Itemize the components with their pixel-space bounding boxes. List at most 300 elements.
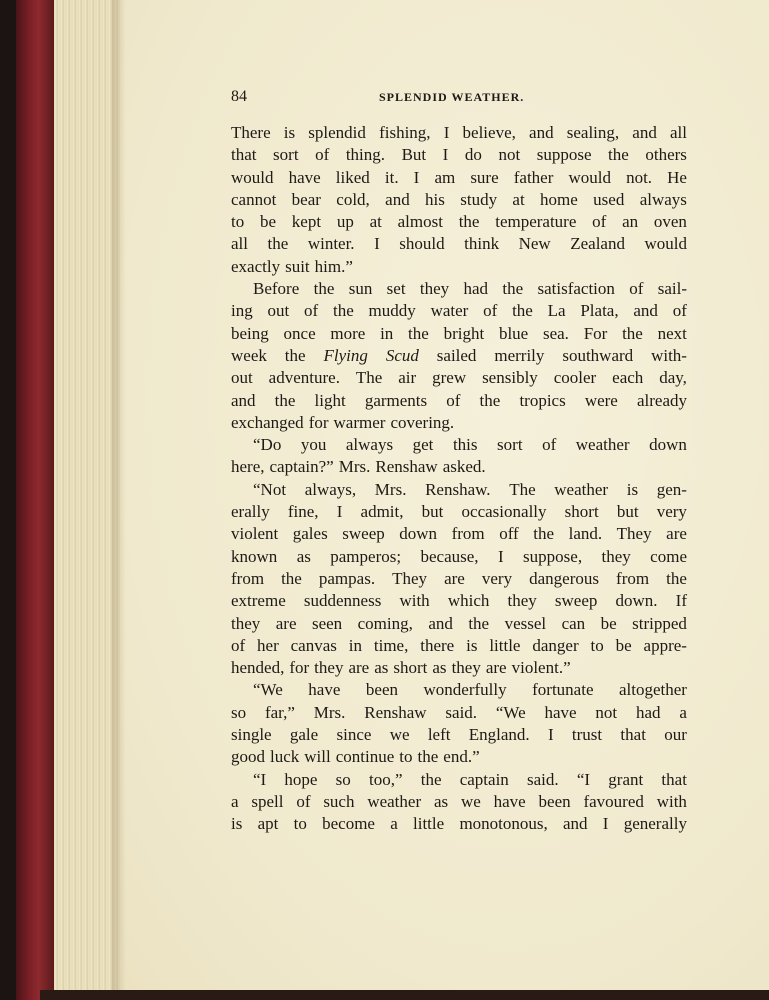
word: here, [231,457,265,477]
word: weather [575,435,630,455]
word: La [547,301,566,321]
word: the [479,390,501,410]
word: “I [576,769,591,789]
text-line [231,769,687,791]
word: set [386,279,406,299]
word: sea. [542,323,569,343]
word: pampas. [318,568,376,588]
word: so [231,702,247,722]
word: since [336,725,372,745]
text-line [231,657,687,679]
word: the [408,323,429,343]
word: single [231,725,272,745]
word: with [656,791,687,811]
word: garments [364,390,428,410]
word: for [308,412,329,432]
word: There [231,123,271,142]
word: believe, [462,123,516,142]
word: and [633,301,658,321]
word: I [602,814,609,834]
text-line [231,523,687,545]
word: is [626,479,639,499]
running-head: SPLENDID WEATHER. [379,90,525,104]
text-line [231,189,687,211]
word: fine, [287,502,319,522]
word: gale [289,725,319,745]
word: in [380,323,394,343]
word: The [509,479,536,499]
word: violent [231,524,279,544]
word: Renshaw. [425,479,491,499]
word: of [296,791,311,811]
word: wonderfully [423,680,507,700]
word: the [274,390,296,410]
word: sweep [554,591,598,611]
word: with [399,591,430,611]
word: to [293,814,307,834]
text-line [231,635,687,657]
word: think [464,234,500,254]
word: Renshaw [375,457,438,477]
word: the [468,613,490,633]
text-line [231,791,687,813]
word: they [231,613,261,633]
word: almost [397,212,443,232]
word: hope [284,769,318,789]
word: as [432,658,447,678]
word: more [330,323,366,343]
word: of [672,301,687,321]
text-line [231,256,687,278]
word: sure [470,167,499,187]
text-line [231,679,687,701]
word: captain [459,769,509,789]
word: the [284,345,306,365]
word: the [281,568,302,588]
word: They [392,568,428,588]
text-line [231,613,687,635]
word: sail- [657,279,687,299]
word: suddenness [303,591,382,611]
word: always, [304,479,357,499]
word: good [231,747,265,767]
word: have [493,791,526,811]
word: occasionally [461,502,547,522]
word: so [335,769,351,789]
text-line [231,211,687,233]
word: sweep [342,524,385,544]
word: for [289,658,310,678]
word: out [267,301,290,321]
word: of [446,390,461,410]
word: not [498,145,521,165]
word: too,” [369,769,403,789]
word: an [622,212,639,232]
word: come [650,546,687,566]
word: and [563,814,588,834]
text-line [231,412,687,434]
text-line [231,345,687,367]
word: once [283,323,316,343]
word: is [231,814,243,834]
word: the [267,234,289,254]
word: but [421,502,444,522]
word: erally [231,502,270,522]
word: Renshaw [364,702,427,722]
word: I [547,725,554,745]
word: exchanged [231,412,304,432]
text-line [231,501,687,523]
word: little [413,814,445,834]
word: the [458,212,480,232]
word: sun [348,279,373,299]
word: have [288,167,321,187]
word: New [518,234,551,254]
word: because, [420,546,479,566]
word: with- [651,345,687,365]
word: bear [291,189,321,209]
word: water [430,301,469,321]
word: to [590,635,604,655]
word: England. [468,725,530,745]
word: that [231,145,257,165]
word: already [636,390,687,410]
word: such [323,791,355,811]
word: weather [554,479,609,499]
word: thing. [345,145,386,165]
word: Mrs. [374,479,407,499]
word: the [417,747,439,767]
word: from [451,524,485,544]
word: I [413,167,420,187]
word: in [348,635,363,655]
word: fortunate [532,680,594,700]
word: that [661,769,687,789]
word: oven [653,212,687,232]
word: “We [495,702,526,722]
word: pamperos; [330,546,402,566]
word: danger [532,635,579,655]
text-line [231,590,687,612]
word: captain?” [269,457,334,477]
word: “We [253,680,283,700]
word: stripped [632,613,687,633]
word: to [399,747,413,767]
text-line [231,390,687,412]
word: Flying [323,345,368,365]
word: be [615,635,632,655]
word: down [399,524,438,544]
word: Before [253,279,300,299]
word: “I [253,769,267,789]
word: If [675,591,687,611]
text-line [231,479,687,501]
word: cold, [336,189,370,209]
word: not. [626,167,653,187]
word: study [460,189,498,209]
word: his [425,189,445,209]
word: trust [571,725,603,745]
word: her [257,635,279,655]
word: this [452,435,478,455]
word: hended, [231,658,285,678]
word: and [428,613,453,633]
word: “Not [253,479,287,499]
word: of [629,279,644,299]
text-line [231,367,687,389]
word: sort [273,145,299,165]
word: being [231,323,269,343]
word: down. [615,591,658,611]
word: others [645,145,687,165]
word: we [389,725,410,745]
word: from [616,568,650,588]
word: have [544,702,577,722]
word: sort [497,435,523,455]
word: They [616,524,652,544]
word: the [666,568,687,588]
word: suit [285,256,310,276]
word: said. [445,702,478,722]
word: sensibly [482,368,538,388]
text-line [231,300,687,322]
word: of [483,301,498,321]
word: him.” [314,256,353,276]
word: at [369,212,382,232]
word: For [583,323,608,343]
word: end.” [443,747,480,767]
word: out [231,368,253,388]
text-line [231,434,687,456]
word: kept [291,212,322,232]
text-line [231,233,687,255]
word: said. [527,769,559,789]
word: continue [335,747,395,767]
word: up [336,212,354,232]
word: used [593,189,625,209]
word: He [667,167,687,187]
text-line [231,144,687,166]
text-line [231,456,687,478]
word: they [314,658,344,678]
word: bright [443,323,485,343]
word: were [584,390,618,410]
word: to [231,212,245,232]
word: time, [373,635,409,655]
word: air [398,368,417,388]
word: of [542,435,557,455]
bottom-shadow [40,990,769,1000]
word: the [608,145,629,165]
word: am [434,167,456,187]
word: sailed [436,345,477,365]
word: extreme [231,591,286,611]
word: and [632,123,657,142]
word: dangerous [529,568,599,588]
word: always [639,189,687,209]
body-text [231,122,687,836]
word: they [419,279,450,299]
word: I [336,502,343,522]
word: “Do [253,435,282,455]
word: off [499,524,519,544]
word: appre- [643,635,687,655]
word: should [399,234,445,254]
word: very [481,568,513,588]
page-number: 84 [231,88,247,105]
text-line [231,546,687,568]
word: satisfaction [537,279,615,299]
word: splendid [308,123,366,142]
word: but [616,502,639,522]
text-line [231,568,687,590]
word: as [296,546,311,566]
word: gales [292,524,328,544]
word: Mrs. [338,457,371,477]
word: suppose, [523,546,583,566]
word: the [420,769,442,789]
word: generally [623,814,687,834]
word: of [592,212,607,232]
word: each [612,368,644,388]
word: I [443,123,450,142]
word: as [374,658,389,678]
word: favoured [583,791,644,811]
word: southward [562,345,634,365]
word: we [460,791,481,811]
word: be [600,613,617,633]
word: at [512,189,525,209]
word: and [231,390,256,410]
word: exactly [231,256,281,276]
word: will [304,747,331,767]
word: and [529,123,554,142]
text-line [231,702,687,724]
word: you [300,435,327,455]
word: become [322,814,375,834]
word: been [538,791,571,811]
word: cannot [231,189,277,209]
word: there [420,635,455,655]
word: But [401,145,427,165]
word: Plata, [580,301,619,321]
word: temperature [495,212,577,232]
word: admit, [360,502,404,522]
word: a [390,814,398,834]
word: is [466,635,478,655]
word: little [489,635,521,655]
word: far,” [264,702,295,722]
word: Zealand [570,234,625,254]
word: father [513,167,554,187]
word: seen [311,613,343,633]
word: been [365,680,398,700]
word: altogether [619,680,687,700]
word: light [314,390,346,410]
word: not [595,702,618,722]
word: very [656,502,687,522]
word: weather [367,791,422,811]
word: merrily [494,345,545,365]
word: canvas [290,635,337,655]
word: had [463,279,489,299]
word: monotonous, [459,814,548,834]
word: day, [659,368,687,388]
word: warmer [333,412,386,432]
word: which [447,591,490,611]
text-line [231,122,687,144]
word: short [564,502,599,522]
word: the [313,279,335,299]
word: home [540,189,578,209]
word: as [433,791,449,811]
word: suppose [536,145,592,165]
word: they [601,546,631,566]
word: land. [568,524,603,544]
word: liked [335,167,370,187]
word: grew [432,368,467,388]
word: spell [251,791,284,811]
gutter-shadow [112,0,126,990]
page-header [231,88,687,110]
word: the [332,301,354,321]
word: that [620,725,646,745]
word: winter. [307,234,355,254]
word: of [315,145,330,165]
word: tropics [519,390,566,410]
text-line [231,813,687,835]
word: all [231,234,248,254]
text-line [231,724,687,746]
word: a [231,791,239,811]
word: is [283,123,296,142]
text-line [231,167,687,189]
word: from [231,568,265,588]
word: gen- [656,479,687,499]
word: are [348,658,370,678]
word: our [664,725,687,745]
text-line [231,746,687,768]
word: short [393,658,428,678]
word: be [259,212,277,232]
word: violent.” [511,658,571,678]
word: are [666,524,687,544]
word: a [679,702,687,722]
word: asked. [442,457,486,477]
book-cover-edge [16,0,54,1000]
word: week [231,345,267,365]
word: are [444,568,465,588]
word: The [355,368,383,388]
word: fishing, [379,123,431,142]
word: the [533,524,555,544]
word: I [374,234,380,254]
text-line [231,278,687,300]
word: would [644,234,687,254]
word: apt [257,814,279,834]
word: next [657,323,687,343]
word: and [385,189,410,209]
word: all [670,123,687,142]
word: would [231,167,274,187]
word: they [507,591,537,611]
word: ing [231,301,253,321]
word: it. [384,167,399,187]
word: coming, [357,613,413,633]
word: of [231,635,246,655]
word: cooler [553,368,597,388]
word: blue [498,323,529,343]
